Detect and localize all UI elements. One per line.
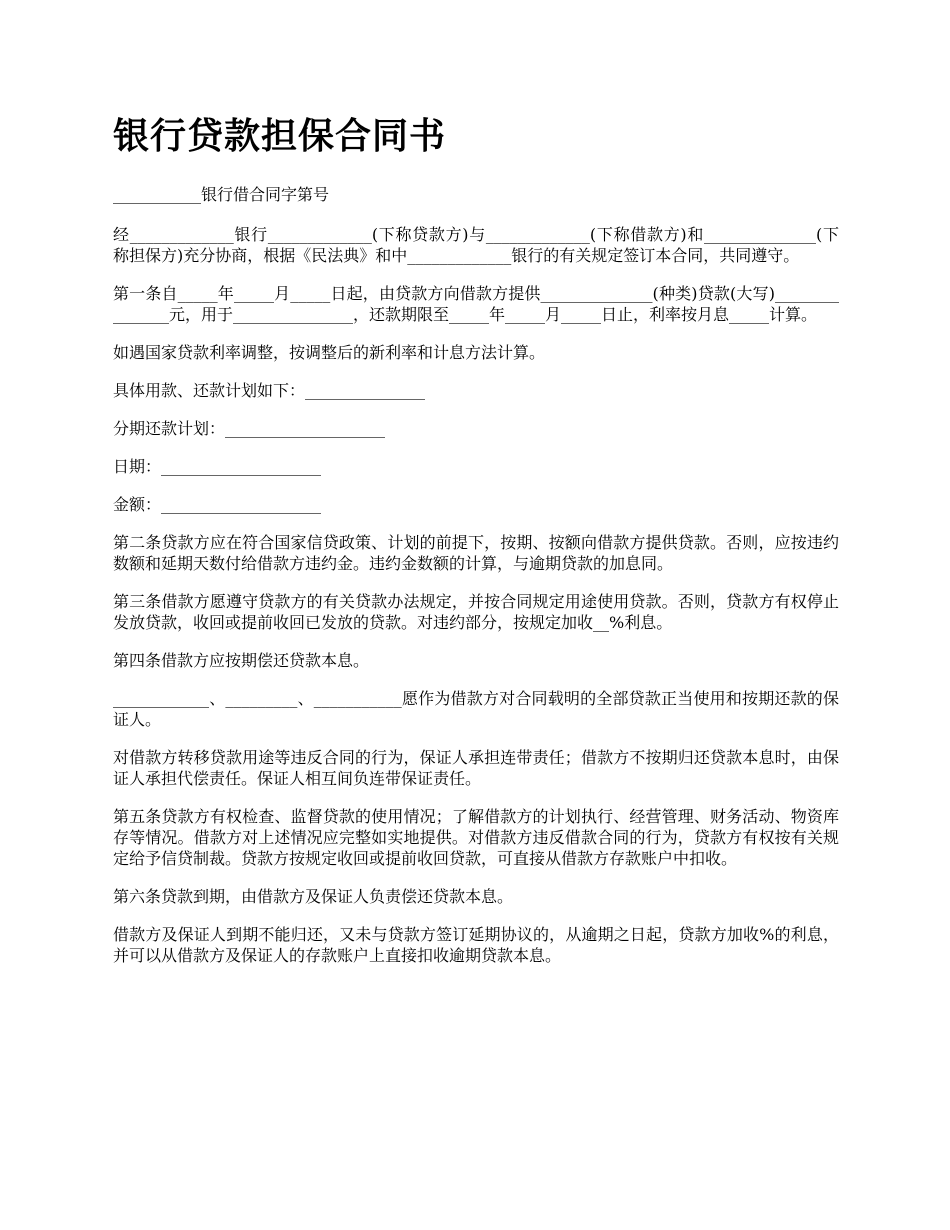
installment-plan-line: 分期还款计划：____________________ [113,419,386,438]
article-5-paragraph: 第五条贷款方有权检查、监督贷款的使用情况；了解借款方的计划执行、经营管理、财务活动、物资库存等情况。借款方对上述情况应完整如实地提供。对借款方违反借款合同的行为，贷款方有权按有关规定给予信贷制裁。贷款方按规定收回或提前收回贷款，可直接从借款方存款账户中扣收。 [113,807,839,868]
repayment-plan-line: 具体用款、还款计划如下：_______________ [113,381,426,400]
overdue-paragraph: 借款方及保证人到期不能归还，又未与贷款方签订延期协议的，从逾期之日起，贷款方加收%的利息，并可以从借款方及保证人的存款账户上直接扣收逾期贷款本息。 [113,925,839,965]
article-4-paragraph: 第四条借款方应按期偿还贷款本息。 [113,651,370,670]
amount-line: 金额：____________________ [113,495,322,514]
guarantor-paragraph: ____________、_________、___________愿作为借款方对合同载明的全部贷款正当使用和按期还款的保证人。 [113,689,839,729]
guarantor-liability-paragraph: 对借款方转移贷款用途等违反合同的行为，保证人承担连带责任；借款方不按期归还贷款本息时，由保证人承担代偿责任。保证人相互间负连带保证责任。 [113,748,839,788]
contract-number-line: ___________银行借合同字第号 [113,185,330,204]
date-line: 日期：____________________ [113,457,322,476]
document-title: 银行贷款担保合同书 [113,115,447,157]
interest-adjustment-paragraph: 如遇国家贷款利率调整，按调整后的新利率和计息方法计算。 [113,343,546,362]
preamble-paragraph: 经_____________银行_____________(下称贷款方)与_____________(下称借款方)和______________(下称担保方)充分协商，根据《民法典》和中_____________银行的有关规定签订本合同，共同遵守。 [113,225,839,265]
article-1-paragraph: 第一条自_____年_____月_____日起，由贷款方向借款方提供______________(种类)贷款(大写)_______________元，用于_______________，还款期限至_____年_____月_____日止，利率按月息_____计算。 [113,284,839,324]
article-6-paragraph: 第六条贷款到期，由借款方及保证人负责偿还贷款本息。 [113,887,514,906]
article-3-paragraph: 第三条借款方愿遵守贷款方的有关贷款办法规定，并按合同规定用途使用贷款。否则，贷款方有权停止发放贷款，收回或提前收回已发放的贷款。对违约部分，按规定加收__%利息。 [113,592,839,632]
article-2-paragraph: 第二条贷款方应在符合国家信贷政策、计划的前提下，按期、按额向借款方提供贷款。否则，应按违约数额和延期天数付给借款方违约金。违约金数额的计算，与逾期贷款的加息同。 [113,533,839,573]
document-page [113,112,839,983]
